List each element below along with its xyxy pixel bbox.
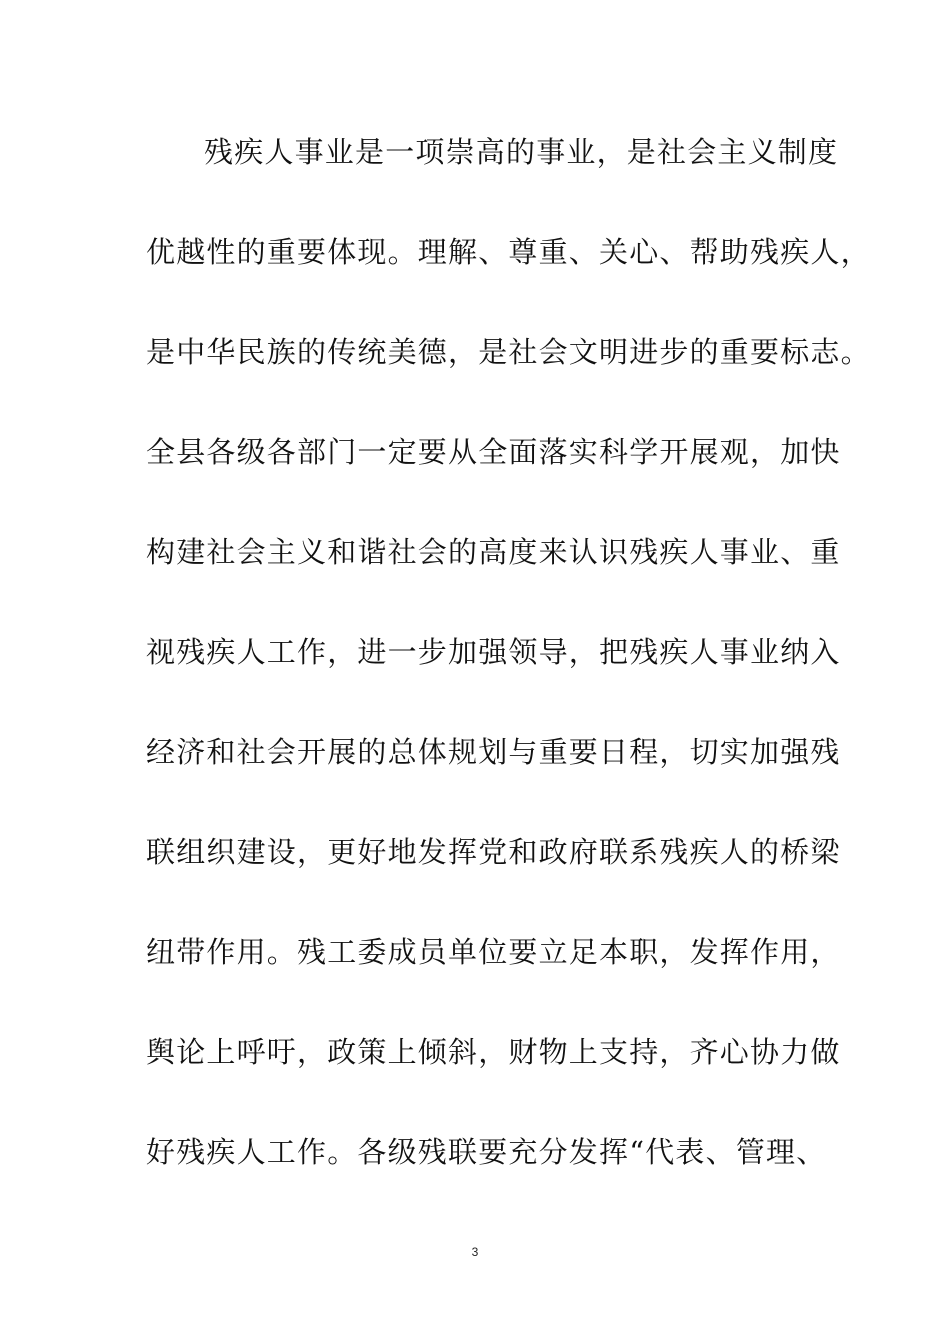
text-line: 优越性的重要体现。理解、尊重、关心、帮助残疾人， — [146, 235, 871, 269]
text-line: 构建社会主义和谐社会的高度来认识残疾人事业、重 — [146, 535, 841, 569]
body-paragraph — [146, 124, 871, 1224]
page-number: 3 — [471, 1245, 479, 1259]
text-line: 视残疾人工作，进一步加强领导，把残疾人事业纳入 — [146, 635, 841, 669]
text-line: 舆论上呼吁，政策上倾斜，财物上支持，齐心协力做 — [146, 1035, 841, 1069]
text-line: 是中华民族的传统美德，是社会文明进步的重要标志。 — [146, 335, 871, 369]
text-line: 纽带作用。残工委成员单位要立足本职，发挥作用， — [146, 935, 841, 969]
text-line: 好残疾人工作。各级残联要充分发挥“代表、管理、 — [146, 1135, 827, 1169]
text-line: 全县各级各部门一定要从全面落实科学开展观，加快 — [146, 435, 841, 469]
text-line: 联组织建设，更好地发挥党和政府联系残疾人的桥梁 — [146, 835, 841, 869]
text-line: 经济和社会开展的总体规划与重要日程，切实加强残 — [146, 735, 841, 769]
text-line: 残疾人事业是一项崇高的事业，是社会主义制度 — [204, 135, 839, 169]
